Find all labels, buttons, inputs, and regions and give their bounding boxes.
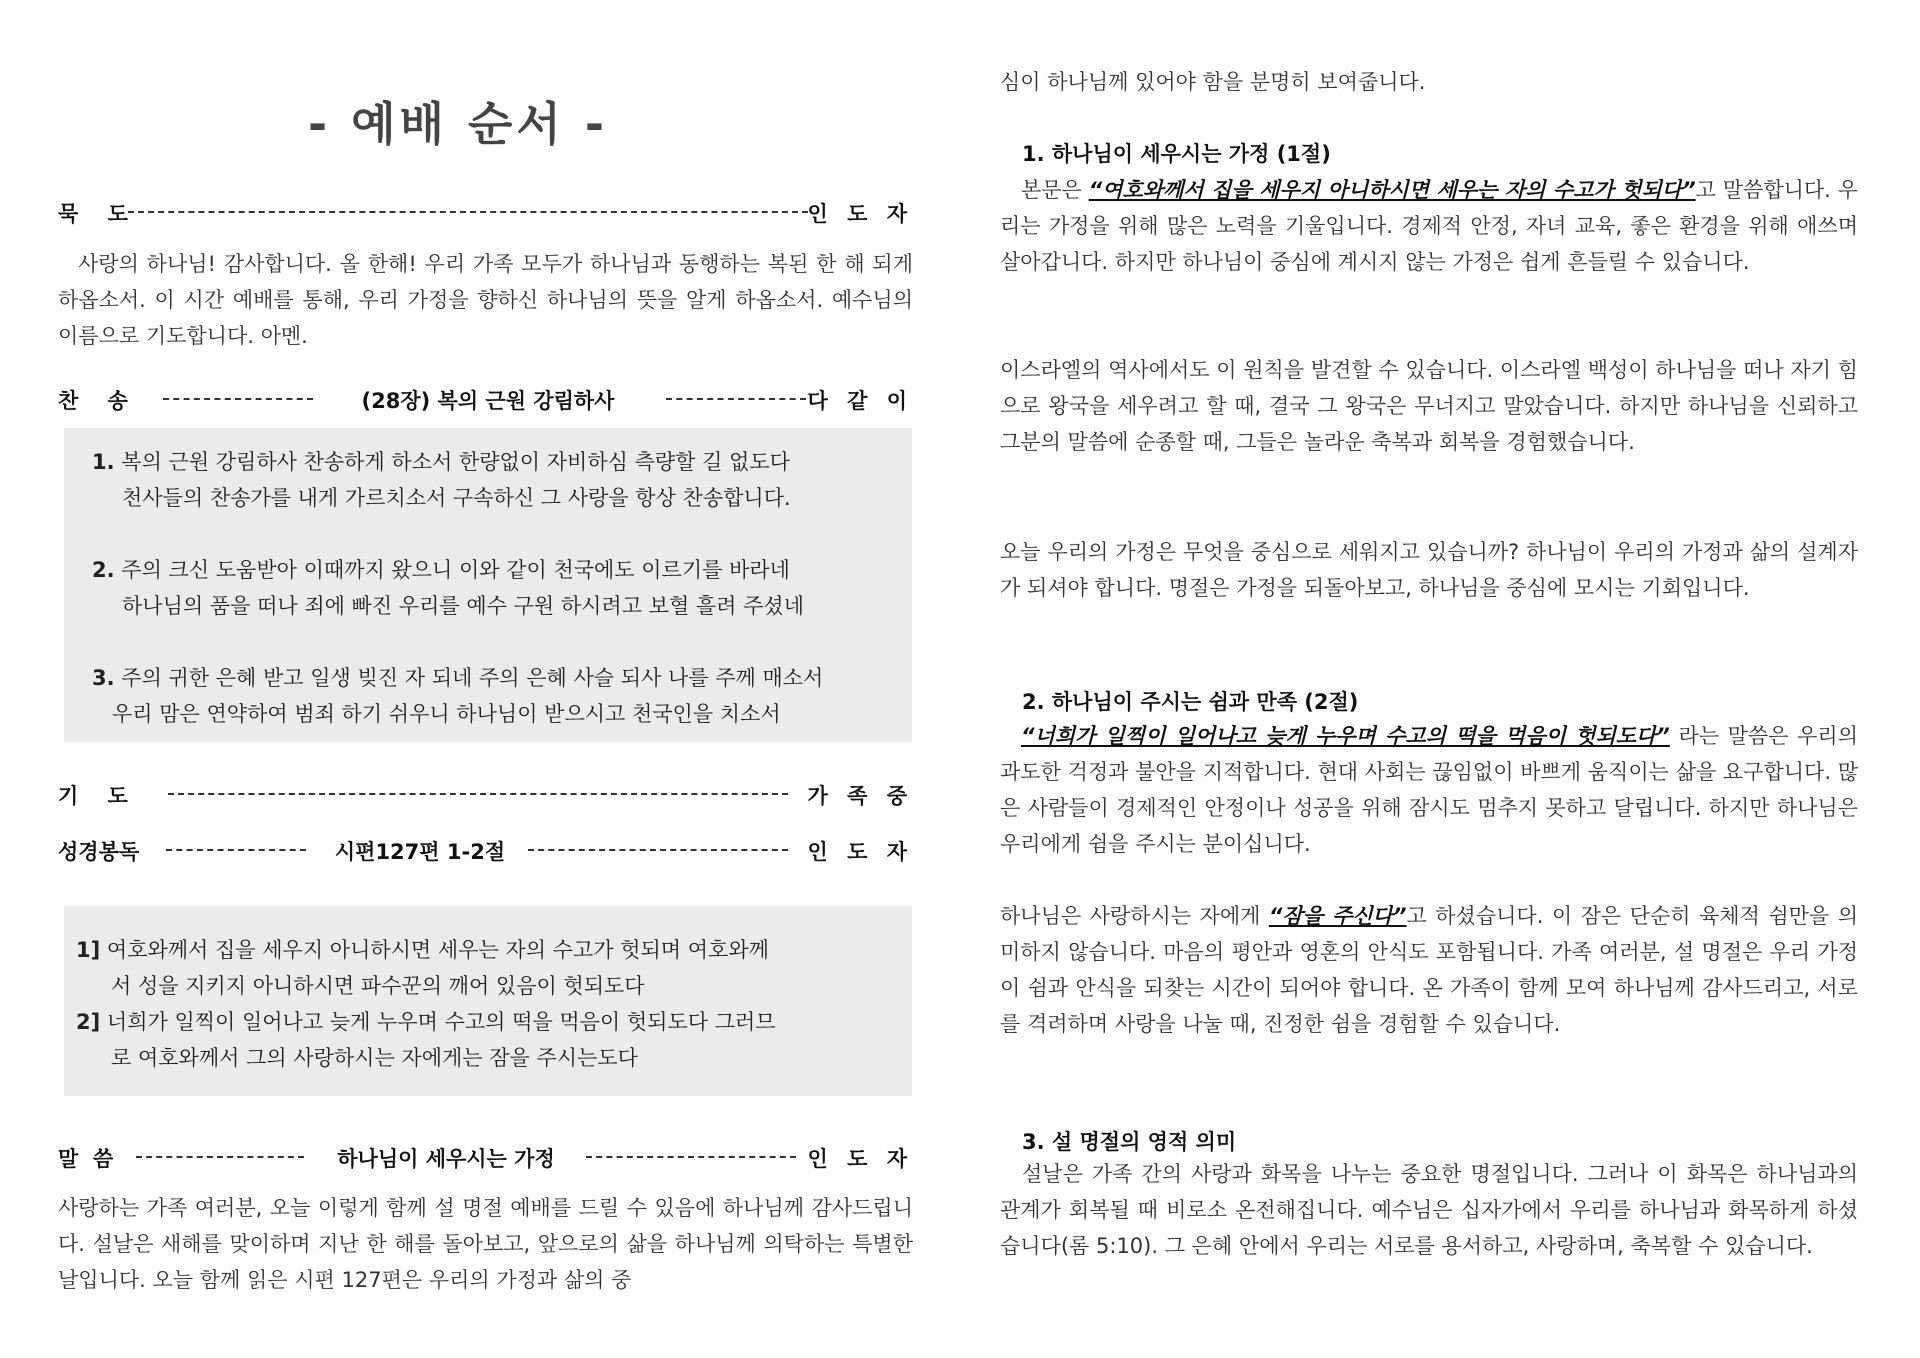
- paragraph-israel-history: 이스라엘의 역사에서도 이 원칙을 발견할 수 있습니다. 이스라엘 백성이 하나님을 떠나 자기 힘으로 왕국을 세우려고 할 때, 결국 그 왕국은 무너지고 말았습니다. 하지만 하나님을 신뢰하고 그분의 말씀에 순종할 때, 그들은 놀라운 축복과 회복을 경험했습니다.: [1000, 358, 1858, 454]
- header-mukdo: [58, 198, 913, 232]
- header-sermon: [58, 1143, 913, 1177]
- header-label: 묵 도: [58, 202, 128, 226]
- verse-line: 서 성을 지키지 아니하시면 파수꾼의 깨어 있음이 헛되도다: [111, 974, 645, 998]
- quoted-verse: “잠을 주신다”: [1268, 904, 1407, 928]
- dashed-divider: [166, 849, 306, 851]
- header-label: 말 씀: [58, 1147, 114, 1171]
- quoted-verse: “여호와께서 집을 세우지 아니하시면 세우는 자의 수고가 헛되다”: [1088, 178, 1696, 202]
- sermon-intro-text: 사랑하는 가족 여러분, 오늘 이렇게 함께 설 명절 예배를 드릴 수 있음에 하나님께 감사드립니다. 설날은 새해를 맞이하며 지난 한 해를 돌아보고, 앞으로의 삶을 하나님께 의탁하는 특별한 날입니다. 오늘 함께 읽은 시편 127편은 우리의 가정과 삶의 중: [58, 1196, 913, 1292]
- dashed-divider: [163, 398, 313, 400]
- page-title: - 예배 순서 -: [308, 97, 608, 151]
- sermon-point-1-heading: 1. 하나님이 세우시는 가정 (1절): [1022, 142, 1331, 166]
- sermon-continuation: 심이 하나님께 있어야 함을 분명히 보여줍니다.: [1000, 70, 1426, 94]
- opening-prayer-text: 사랑의 하나님! 감사합니다. 올 한해! 우리 가족 모두가 하나님과 동행하는 복된 한 해 되게 하옵소서. 이 시간 예배를 통해, 우리 가정을 향하신 하나님의 뜻을 알게 하옵소서. 예수님의 이름으로 기도합니다. 아멘.: [58, 252, 913, 348]
- hymn-verse: [92, 444, 892, 516]
- verse-line: 우리 맘은 연약하여 범죄 하기 쉬우니 하나님이 받으시고 천국인을 치소서: [112, 702, 781, 726]
- verse-line: 복의 근원 강림하사 찬송하게 하소서 한량없이 자비하심 측량할 길 없도다: [121, 450, 790, 474]
- verse-line: 여호와께서 집을 세우지 아니하시면 세우는 자의 수고가 헛되며 여호와께: [106, 938, 769, 962]
- dashed-divider: [168, 793, 788, 795]
- verse-line: 너희가 일찍이 일어나고 늦게 누우며 수고의 떡을 먹음이 헛되도다 그러므: [106, 1010, 776, 1034]
- quoted-verse: “너희가 일찍이 일어나고 늦게 누우며 수고의 떡을 먹음이 헛되도다”: [1021, 724, 1670, 748]
- verse-number: 3.: [92, 666, 115, 690]
- header-hymn: [58, 385, 913, 419]
- header-label: 성경봉독: [58, 840, 140, 864]
- scripture-reference: 시편127편 1-2절: [334, 840, 506, 864]
- header-leader: 인 도 자: [807, 1147, 913, 1171]
- header-scripture: [58, 836, 913, 870]
- verse-line: 로 여호와께서 그의 사랑하시는 자에게는 잠을 주시는도다: [111, 1046, 638, 1070]
- hymn-box: [64, 428, 912, 742]
- sermon-point-2-heading: 2. 하나님이 주시는 쉼과 만족 (2절): [1022, 690, 1359, 714]
- verse-number: 1]: [76, 938, 101, 962]
- dashed-divider: [128, 211, 808, 213]
- dashed-divider: [586, 1156, 796, 1158]
- header-label: 기 도: [58, 784, 128, 808]
- text-span: 고 하셨습니다. 이 잠은 단순히 육체적 쉼만을 의미하지 않습니다. 마음의 평안과 영혼의 안식도 포함됩니다. 가족 여러분, 설 명절은 우리 가정이 쉼과 안식을 되찾는 시간이 되어야 합니다. 온 가족이 함께 모여 하나님께 감사드리고, 서로를 격려하며 사랑을 나눌 때, 진정한 쉼을 경험할 수 있습니다.: [1000, 904, 1858, 1036]
- verse-line: 하나님의 품을 떠나 죄에 빠진 우리를 예수 구원 하시려고 보혈 흘려 주셨네: [122, 594, 805, 618]
- sermon-point-1-text: [1000, 172, 1858, 280]
- sermon-title: 하나님이 세우시는 가정: [337, 1147, 555, 1171]
- verse-line: 주의 귀한 은혜 받고 일생 빚진 자 되네 주의 은혜 사슬 되사 나를 주께 매소서: [121, 666, 824, 690]
- verse-line: 천사들의 찬송가를 내게 가르치소서 구속하신 그 사랑을 항상 찬송합니다.: [122, 486, 791, 510]
- paragraph-family-center: 오늘 우리의 가정은 무엇을 중심으로 세워지고 있습니까? 하나님이 우리의 가정과 삶의 설계자가 되셔야 합니다. 명절은 가정을 되돌아보고, 하나님을 중심에 모시는 기회입니다.: [1000, 540, 1858, 600]
- text-span: 고 말씀합니다. 우리는 가정을 위해 많은 노력을 기울입니다. 경제적 안정, 자녀 교육, 좋은 환경을 위해 애쓰며 살아갑니다. 하지만 하나님이 중심에 계시지 않는 가정은 쉽게 흔들릴 수 있습니다.: [1000, 178, 1858, 274]
- text-span: 하나님은 사랑하시는 자에게: [1000, 904, 1269, 928]
- scripture-verse: [76, 1004, 896, 1076]
- header-leader: 다 같 이: [807, 389, 913, 413]
- verse-line: 주의 크신 도움받아 이때까지 왔으니 이와 같이 천국에도 이르기를 바라네: [121, 558, 790, 582]
- header-leader: 인 도 자: [807, 840, 913, 864]
- hymn-verse: [92, 660, 892, 732]
- sermon-point-2-text: [1000, 718, 1858, 862]
- dashed-divider: [666, 398, 806, 400]
- text-span: 라는 말씀은 우리의 과도한 걱정과 불안을 지적합니다. 현대 사회는 끊임없이 바쁘게 움직이는 삶을 요구합니다. 많은 사람들이 경제적인 안정이나 성공을 위해 잠시도 멈추지 못하고 달립니다. 하지만 하나님은 우리에게 쉼을 주시는 분이십니다.: [1000, 724, 1858, 856]
- text-span: 본문은: [1021, 178, 1089, 202]
- dashed-divider: [136, 1156, 304, 1158]
- paragraph-rest: [1000, 898, 1858, 1042]
- verse-number: 1.: [92, 450, 115, 474]
- sermon-point-3-heading: 3. 설 명절의 영적 의미: [1022, 1130, 1237, 1154]
- header-leader: 가 족 중: [807, 784, 913, 808]
- verse-number: 2.: [92, 558, 115, 582]
- scripture-box: [64, 906, 912, 1096]
- scripture-verse: [76, 932, 896, 1004]
- header-leader: 인 도 자: [807, 202, 913, 226]
- hymn-verse: [92, 552, 892, 624]
- header-prayer: [58, 780, 913, 814]
- header-label: 찬 송: [58, 389, 128, 413]
- sermon-point-3-text: 설날은 가족 간의 사랑과 화목을 나누는 중요한 명절입니다. 그러나 이 화목은 하나님과의 관계가 회복될 때 비로소 온전해집니다. 예수님은 십자가에서 우리를 하나님과 화목하게 하셨습니다(롬 5:10). 그 은혜 안에서 우리는 서로를 용서하고, 사랑하며, 축복할 수 있습니다.: [1000, 1162, 1858, 1258]
- hymn-title: (28장) 복의 근원 강림하사: [361, 389, 615, 413]
- verse-number: 2]: [76, 1010, 101, 1034]
- dashed-divider: [528, 849, 788, 851]
